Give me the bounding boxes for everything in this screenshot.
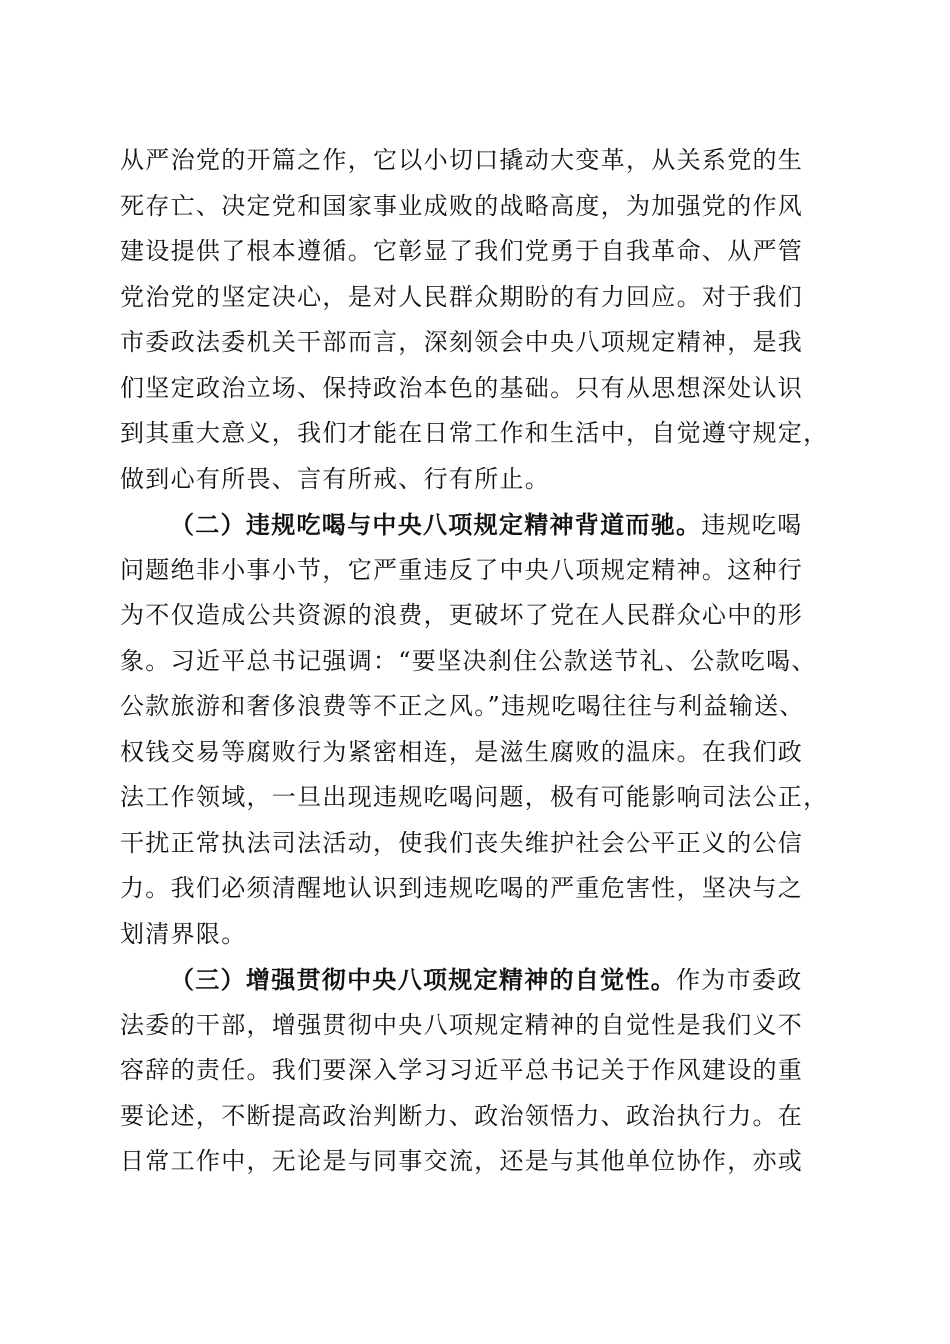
- text-line: 做到心有所畏、言有所戒、行有所止。: [120, 464, 551, 493]
- text-line: 法委的干部，增强贯彻中央八项规定精神的自觉性是我们义不: [120, 1010, 804, 1039]
- section-2-heading: （二）违规吃喝与中央八项规定精神背道而驰。: [170, 510, 702, 539]
- text-line: 权钱交易等腐败行为紧密相连，是滋生腐败的温床。在我们政: [120, 737, 804, 766]
- text-line: 日常工作中，无论是与同事交流，还是与其他单位协作，亦或: [120, 1147, 804, 1175]
- text-line: 从严治党的开篇之作，它以小切口撬动大变革，从关系党的生: [120, 146, 804, 174]
- paragraph-continuation: [120, 138, 830, 502]
- text-line: 法工作领域，一旦出现违规吃喝问题，极有可能影响司法公正，: [120, 783, 829, 811]
- text-line: 力。我们必须清醒地认识到违规吃喝的严重危害性，坚决与之: [120, 874, 804, 902]
- text-line: 为不仅造成公共资源的浪费，更破坏了党在人民群众心中的形: [120, 601, 804, 629]
- text-line: 建设提供了根本遵循。它彰显了我们党勇于自我革命、从严管: [120, 237, 804, 265]
- text-line: 容辞的责任。我们要深入学习习近平总书记关于作风建设的重: [120, 1056, 804, 1084]
- section-3-paragraph: [120, 957, 830, 1185]
- section-2-paragraph: [120, 502, 830, 957]
- text-line: 们坚定政治立场、保持政治本色的基础。只有从思想深处认识: [120, 373, 804, 402]
- text-line: 党治党的坚定决心，是对人民群众期盼的有力回应。对于我们: [120, 282, 804, 311]
- section-3-heading: （三）增强贯彻中央八项规定精神的自觉性。: [170, 965, 676, 994]
- text-line: 公款旅游和奢侈浪费等不正之风。”违规吃喝往往与利益输送、: [120, 692, 805, 720]
- text-line: 要论述，不断提高政治判断力、政治领悟力、政治执行力。在: [120, 1101, 804, 1130]
- text-line: 象。习近平总书记强调：“要坚决刹住公款送节礼、公款吃喝、: [120, 646, 817, 675]
- document-page: [120, 138, 830, 1185]
- section-3-first-line-text: 作为市委政: [676, 966, 803, 994]
- text-line: [120, 502, 830, 548]
- text-line: 划清界限。: [120, 919, 247, 948]
- section-2-first-line-text: 违规吃喝: [701, 511, 803, 539]
- text-line: 死存亡、决定党和国家事业成败的战略高度，为加强党的作风: [120, 191, 804, 220]
- text-line: 到其重大意义，我们才能在日常工作和生活中，自觉遵守规定，: [120, 419, 829, 447]
- text-line: [120, 957, 830, 1003]
- text-line: 市委政法委机关干部而言，深刻领会中央八项规定精神，是我: [120, 328, 804, 356]
- text-line: 问题绝非小事小节，它严重违反了中央八项规定精神。这种行: [120, 555, 804, 584]
- text-line: 干扰正常执法司法活动，使我们丧失维护社会公平正义的公信: [120, 828, 804, 857]
